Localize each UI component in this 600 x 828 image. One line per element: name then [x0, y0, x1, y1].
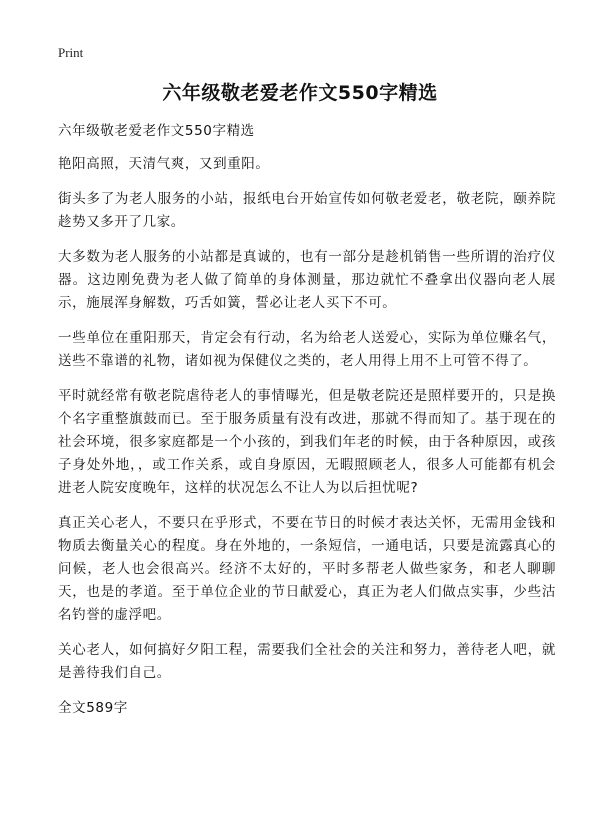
paragraph-6: 真正关心老人，不要只在乎形式，不要在节日的时候才表达关怀，无需用金钱和物质去衡量关心的程度。身在外地的，一条短信，一通电话，只要是流露真心的问候，老人也会很高兴。经济不太好的，平时多帮老人做些家务，和老人聊聊天，也是的孝道。至于单位企业的节日献爱心，真正为老人们做点实事，少些沽名钓誉的虚浮吧。: [58, 515, 556, 623]
paragraph-1: 艳阳高照，天清气爽，又到重阳。: [58, 156, 270, 172]
paragraph-2: 街头多了为老人服务的小站，报纸电台开始宣传如何敬老爱老，敬老院，颐养院趁势又多开了几家。: [58, 191, 556, 230]
word-count: 全文589字: [58, 700, 128, 716]
article-body: [58, 120, 556, 732]
paragraph-7: 关心老人，如何搞好夕阳工程，需要我们全社会的关注和努力，善待老人吧，就是善待我们自己。: [58, 642, 556, 681]
paragraph-3: 大多数为老人服务的小站都是真诚的，也有一部分是趁机销售一些所谓的治疗仪器。这边刚免费为老人做了简单的身体测量，那边就忙不叠拿出仪器向老人展示，施展浑身解数，巧舌如簧，誓必让老人买下不可。: [58, 249, 556, 311]
print-label: Print: [58, 45, 84, 60]
paragraph-4: 一些单位在重阳那天，肯定会有行动，名为给老人送爱心，实际为单位赚名气，送些不靠谱的礼物，诸如视为保健仪之类的，老人用得上用不上可管不得了。: [58, 330, 556, 369]
page-title: 六年级敬老爱老作文550字精选: [162, 82, 438, 104]
article-subtitle: 六年级敬老爱老作文550字精选: [58, 123, 255, 139]
paragraph-5: 平时就经常有敬老院虐待老人的事情曝光，但是敬老院还是照样要开的，只是换个名字重整旗鼓而已。至于服务质量有没有改进，那就不得而知了。基于现在的社会环境，很多家庭都是一个小孩的，到我们年老的时候，由于各种原因，或孩子身处外地，，或工作关系，或自身原因，无暇照顾老人，很多人可能都有机会进老人院安度晚年，这样的状况怎么不让人为以后担忧呢?: [58, 388, 556, 496]
